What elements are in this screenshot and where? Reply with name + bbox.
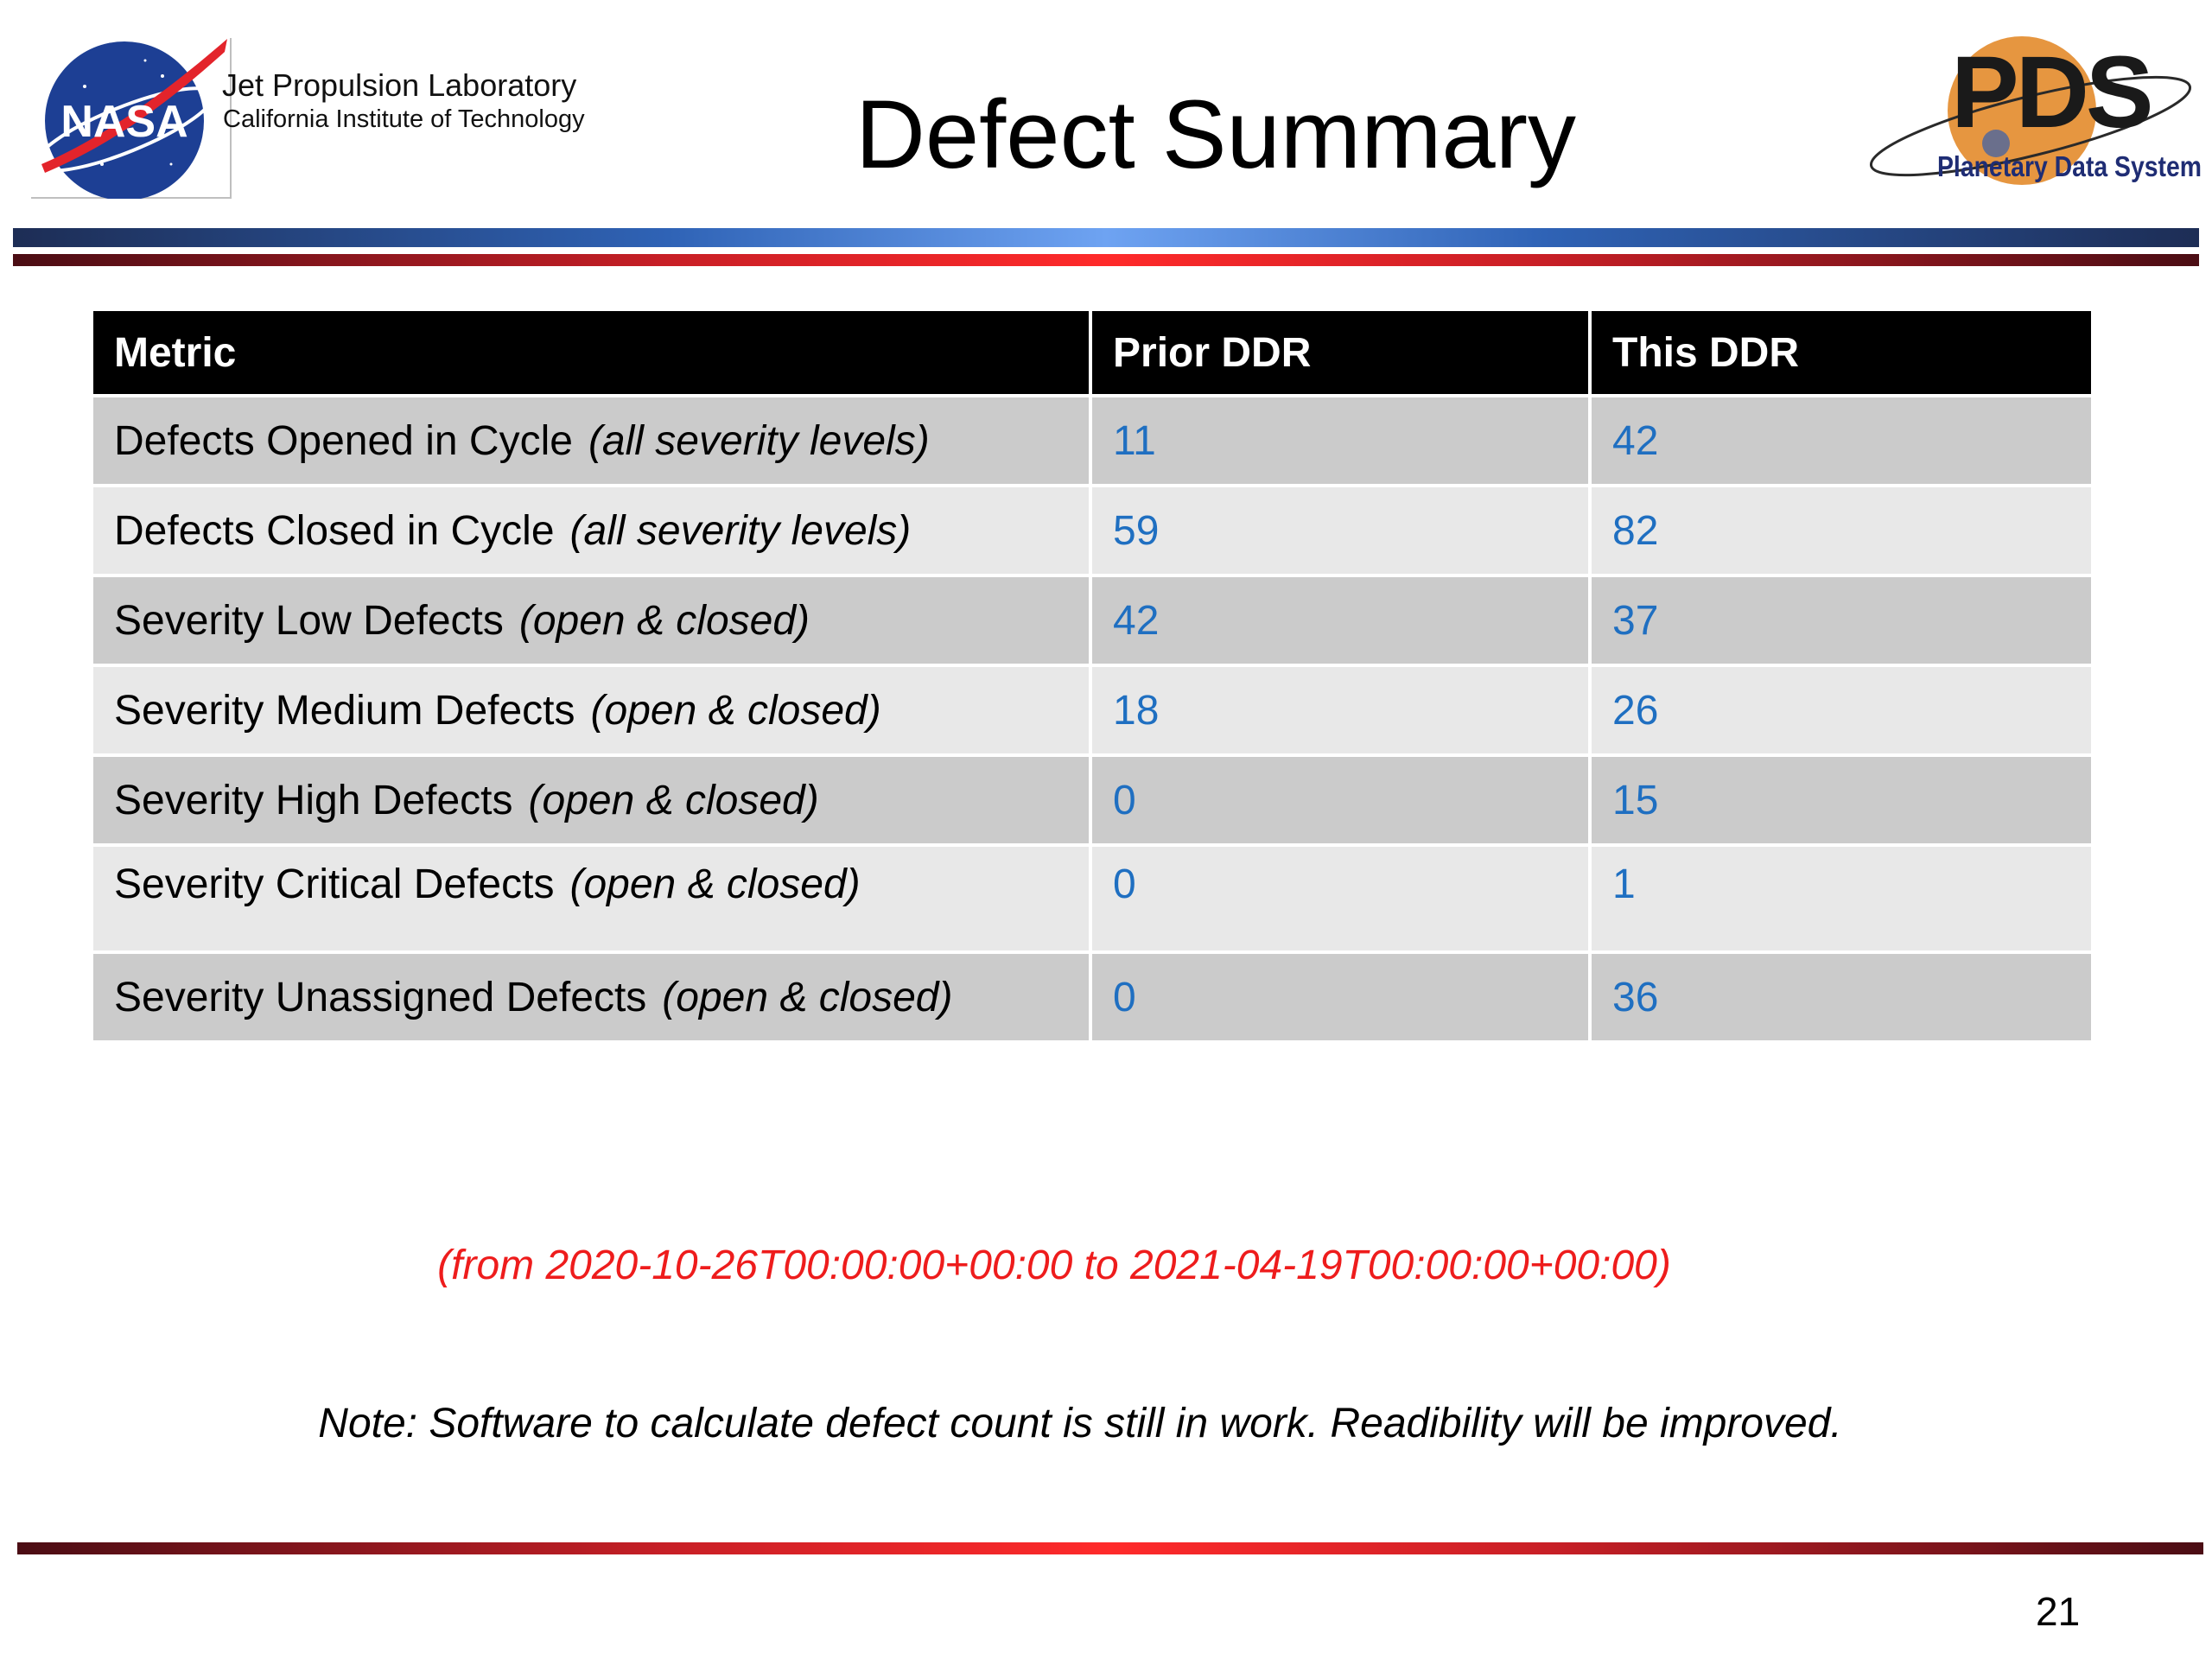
- metric-label: Severity High Defects: [114, 777, 513, 823]
- column-header-prior-ddr: Prior DDR: [1092, 311, 1588, 394]
- metric-cell: [93, 667, 1089, 753]
- this-ddr-value: 15: [1592, 757, 2091, 843]
- nasa-logo-icon: [33, 35, 233, 199]
- metric-cell: [93, 397, 1089, 484]
- this-ddr-value: 82: [1592, 487, 2091, 574]
- table-row: [93, 757, 2091, 843]
- metric-cell: [93, 757, 1089, 843]
- metric-label: Severity Medium Defects: [114, 687, 575, 734]
- date-range-note: [0, 1242, 2212, 1289]
- metric-label: Severity Unassigned Defects: [114, 974, 647, 1020]
- this-ddr-value: 42: [1592, 397, 2091, 484]
- footer-red-rule: [17, 1542, 2203, 1554]
- metric-label: Defects Closed in Cycle: [114, 507, 555, 554]
- software-note-text: Note: Software to calculate defect count is still in work. Readibility will be improved.: [318, 1401, 1842, 1446]
- metric-label: Severity Critical Defects: [114, 861, 555, 907]
- metric-cell: [93, 954, 1089, 1040]
- prior-ddr-value: 0: [1092, 757, 1588, 843]
- date-range-text: (from 2020-10-26T00:00:00+00:00 to 2021-04-19T00:00:00+00:00): [437, 1243, 1671, 1288]
- org-subtitle: California Institute of Technology: [223, 105, 585, 133]
- header-red-rule: [13, 254, 2199, 266]
- metric-label: Defects Opened in Cycle: [114, 417, 573, 464]
- metric-label: Severity Low Defects: [114, 597, 504, 644]
- svg-text:NASA: NASA: [60, 97, 188, 147]
- this-ddr-value: 1: [1592, 847, 2091, 950]
- pds-wordmark: PDS: [1951, 35, 2151, 149]
- prior-ddr-value: 18: [1092, 667, 1588, 753]
- metric-qualifier: (open & closed): [528, 777, 819, 823]
- metric-qualifier: (open & closed): [590, 687, 881, 734]
- table-header-row: [93, 311, 2091, 394]
- metric-qualifier: (all severity levels): [569, 507, 912, 554]
- prior-ddr-value: 0: [1092, 954, 1588, 1040]
- this-ddr-value: 26: [1592, 667, 2091, 753]
- this-ddr-value: 37: [1592, 577, 2091, 664]
- software-note: [0, 1400, 2212, 1447]
- page-number: 21: [2036, 1589, 2081, 1634]
- prior-ddr-value: 11: [1092, 397, 1588, 484]
- table-row: [93, 577, 2091, 664]
- table-row: [93, 397, 2091, 484]
- metric-qualifier: (open & closed): [518, 597, 810, 644]
- this-ddr-value: 36: [1592, 954, 2091, 1040]
- prior-ddr-value: 0: [1092, 847, 1588, 950]
- header-blue-rule: [13, 228, 2199, 247]
- defect-summary-table: [93, 311, 2091, 1044]
- pds-tagline: Planetary Data System: [1937, 150, 2202, 182]
- metric-cell: [93, 487, 1089, 574]
- page-title: Defect Summary: [855, 80, 1576, 188]
- prior-ddr-value: 59: [1092, 487, 1588, 574]
- metric-qualifier: (all severity levels): [588, 417, 930, 464]
- metric-cell: [93, 847, 1089, 950]
- table-row: [93, 847, 2091, 950]
- column-header-metric: Metric: [93, 311, 1089, 394]
- metric-qualifier: (open & closed): [662, 974, 953, 1020]
- table-row: [93, 487, 2091, 574]
- column-header-this-ddr: This DDR: [1592, 311, 2091, 394]
- prior-ddr-value: 42: [1092, 577, 1588, 664]
- metric-qualifier: (open & closed): [569, 861, 861, 907]
- table-row: [93, 954, 2091, 1040]
- metric-cell: [93, 577, 1089, 664]
- table-row: [93, 667, 2091, 753]
- org-name: Jet Propulsion Laboratory: [222, 67, 577, 103]
